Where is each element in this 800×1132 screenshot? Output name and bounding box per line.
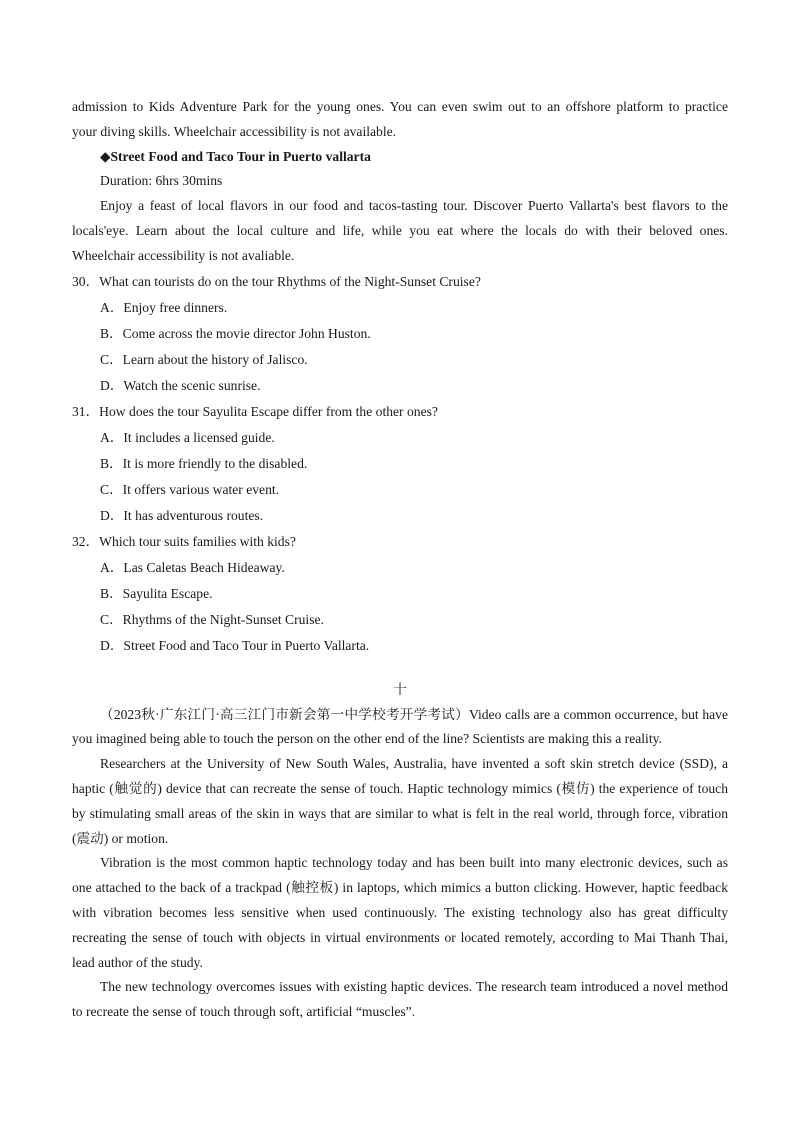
option-b: B．Sayulita Escape. <box>100 585 213 601</box>
question-stem: 32．Which tour suits families with kids? <box>72 533 296 549</box>
option-c: C．Rhythms of the Night-Sunset Cruise. <box>100 611 324 627</box>
option-a: A．Enjoy free dinners. <box>100 299 228 315</box>
option-c: C．Learn about the history of Jalisco. <box>100 351 308 367</box>
tour-desc-line-3: Wheelchair accessibility is not avaliable. <box>72 247 295 263</box>
tour-desc-line-2: locals'eye. Learn about the local culture and life, while you eat where the locals do with their beloved ones. <box>72 222 728 238</box>
option-d: D．Watch the scenic sunrise. <box>100 377 261 393</box>
document-page <box>72 95 728 1025</box>
option-c: C．It offers various water event. <box>100 481 280 497</box>
passage-paragraph-1: （2023秋·广东江门·高三江门市新会第一中学校考开学考试）Video calls are a common occurrence, but have you imagined being able to touch the person on the other end of the line? Scientists are making this a reality. <box>72 706 728 747</box>
section-marker: 十 <box>393 681 407 697</box>
tour-heading <box>72 145 728 170</box>
diamond-bullet-icon: ◆ <box>100 148 111 164</box>
question-stem: 30．What can tourists do on the tour Rhythms of the Night-Sunset Cruise? <box>72 273 481 289</box>
option-a: A．It includes a licensed guide. <box>100 429 275 445</box>
option-a: A．Las Caletas Beach Hideaway. <box>100 559 285 575</box>
tour-duration: Duration: 6hrs 30mins <box>100 173 223 189</box>
question-32 <box>72 529 728 659</box>
question-31 <box>72 399 728 529</box>
passage-paragraph-4: The new technology overcomes issues with existing haptic devices. The research team introduced a novel method to recreate the sense of touch through soft, artificial “muscles”. <box>72 979 728 1020</box>
tour-desc-line-1: Enjoy a feast of local flavors in our food and tacos-tasting tour. Discover Puerto Vallarta's best flavors to the <box>100 198 728 214</box>
question-30 <box>72 269 728 399</box>
option-b: B．Come across the movie director John Huston. <box>100 325 371 341</box>
passage-paragraph-2: Researchers at the University of New South Wales, Australia, have invented a soft skin stretch device (SSD), a haptic (触觉的) device that can recreate the sense of touch. Haptic technology mimics (模仿) the experience of touch by stimulating small areas of the skin in ways that are similar to what is felt in the real world, through force, vibration (震动) or motion. <box>72 756 728 846</box>
option-d: D．It has adventurous routes. <box>100 507 264 523</box>
question-stem: 31．How does the tour Sayulita Escape differ from the other ones? <box>72 403 438 419</box>
passage-paragraph-3: Vibration is the most common haptic technology today and has been built into many electronic devices, such as one attached to the back of a trackpad (触控板) in laptops, which mimics a button clicking. However, haptic feedback with vibration becomes less sensitive when used continuously. The existing technology also has great difficulty recreating the sense of touch with objects in virtual environments or located remotely, according to Mai Thanh Thai, lead author of the study. <box>72 855 728 970</box>
intro-line-2: your diving skills. Wheelchair accessibility is not available. <box>72 123 397 139</box>
tour-title: Street Food and Taco Tour in Puerto vallarta <box>110 148 371 164</box>
option-d: D．Street Food and Taco Tour in Puerto Vallarta. <box>100 637 370 653</box>
option-b: B．It is more friendly to the disabled. <box>100 455 308 471</box>
intro-line-1: admission to Kids Adventure Park for the young ones. You can even swim out to an offshore platform to practice <box>72 99 728 114</box>
